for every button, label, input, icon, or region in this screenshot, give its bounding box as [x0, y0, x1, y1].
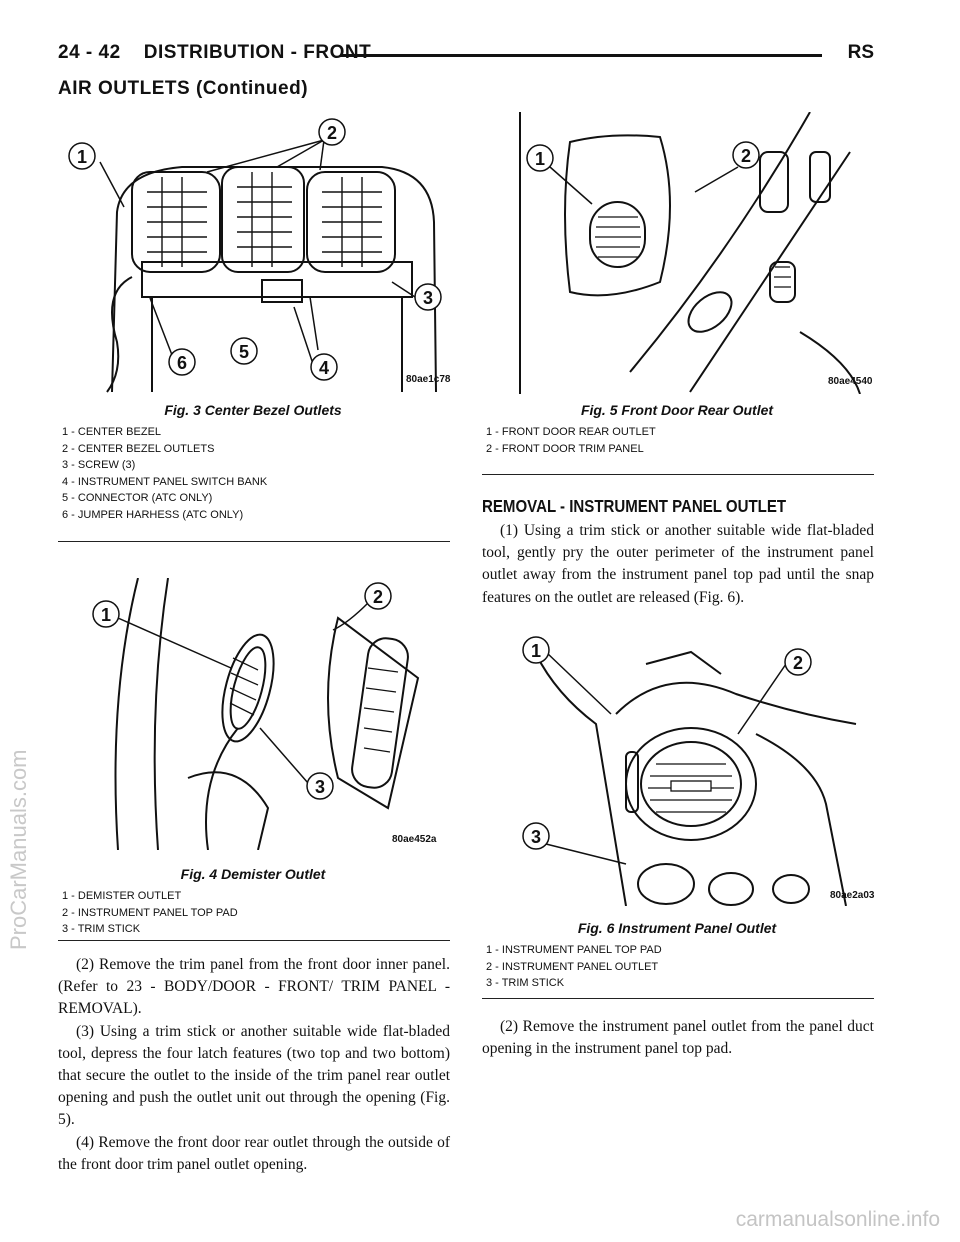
- fig3-callout-2: 2: [326, 123, 338, 143]
- side-watermark: ProCarManuals.com: [6, 749, 31, 950]
- removal-step-1: [482, 520, 874, 609]
- fig4-callout-1: 1: [100, 605, 112, 625]
- legend-item: 3 - SCREW (3): [62, 459, 136, 471]
- legend-item: 2 - FRONT DOOR TRIM PANEL: [486, 442, 644, 455]
- legend-item: 2 - CENTER BEZEL OUTLETS: [62, 442, 215, 455]
- fig6-legend: [486, 942, 874, 992]
- legend-item: 5 - CONNECTOR (ATC ONLY): [62, 492, 213, 504]
- fig3-legend: [62, 424, 448, 523]
- fig6-caption: Fig. 6 Instrument Panel Outlet: [577, 920, 777, 936]
- fig6-rule: [482, 998, 874, 999]
- removal-step-1-text: (1) Using a trim stick or another suitable wide flat-bladed tool, gently pry the outer perimeter of the instrument panel outlet away from the instrument panel top pad until the snap features on the outlet are released (Fig. 6).: [482, 522, 874, 606]
- figure-3: [62, 112, 451, 394]
- removal-heading: REMOVAL - INSTRUMENT PANEL OUTLET: [482, 496, 787, 516]
- left-column-text: [58, 954, 450, 1176]
- removal-step-2: [482, 1016, 874, 1060]
- figure-4: [88, 578, 448, 850]
- fig3-rule: [58, 541, 450, 542]
- section-title: 24 - 42 DISTRIBUTION - FRONT: [58, 42, 372, 63]
- legend-item: 1 - CENTER BEZEL: [62, 426, 162, 438]
- fig3-caption: Fig. 3 Center Bezel Outlets: [164, 402, 342, 418]
- step-3-text: (3) Using a trim stick or another suitable wide flat-bladed tool, depress the four latch features (two top and two bottom) that secure the outlet to the inside of the trim panel rear outlet opening and push the outlet unit out through the opening (Fig. 5).: [58, 1022, 450, 1129]
- fig6-code: 80ae2a03: [830, 890, 875, 901]
- fig3-callout-3: 3: [422, 288, 434, 308]
- continued-heading: AIR OUTLETS (Continued): [58, 78, 309, 99]
- legend-item: 1 - DEMISTER OUTLET: [62, 890, 182, 902]
- fig5-callout-2: 2: [740, 146, 752, 166]
- fig4-rule: [58, 940, 450, 941]
- fig4-legend: [62, 888, 448, 938]
- page-header: [58, 42, 874, 76]
- section-code: RS: [847, 42, 874, 63]
- legend-item: 6 - JUMPER HARHESS (ATC ONLY): [62, 508, 244, 521]
- fig3-callout-4: 4: [318, 358, 330, 378]
- header-rule: [340, 54, 822, 57]
- fig3-code: 80ae1c78: [406, 374, 451, 385]
- front-door-outlet-illustration: [510, 112, 874, 394]
- step-2-text: (2) Remove the trim panel from the front door inner panel. (Refer to 23 - BODY/DOOR - FRONT/ TRIM PANEL - REMOVAL).: [58, 956, 450, 1018]
- legend-item: 2 - INSTRUMENT PANEL OUTLET: [486, 960, 659, 973]
- center-bezel-illustration: [62, 112, 448, 394]
- fig5-caption: Fig. 5 Front Door Rear Outlet: [580, 402, 774, 418]
- legend-item: 1 - INSTRUMENT PANEL TOP PAD: [486, 944, 662, 956]
- fig3-callout-1: 1: [76, 147, 88, 167]
- step-4-text: (4) Remove the front door rear outlet through the outside of the front door trim panel outlet opening.: [58, 1133, 450, 1173]
- fig4-callout-3: 3: [314, 777, 326, 797]
- fig5-legend: [486, 424, 874, 457]
- fig5-rule: [482, 474, 874, 475]
- fig5-code: 80ae4540: [828, 376, 873, 387]
- fig6-callout-1: 1: [530, 641, 542, 661]
- fig3-callout-5: 5: [238, 342, 250, 362]
- legend-item: 1 - FRONT DOOR REAR OUTLET: [486, 426, 656, 438]
- fig3-callout-6: 6: [176, 353, 188, 373]
- legend-item: 3 - TRIM STICK: [486, 977, 565, 989]
- legend-item: 4 - INSTRUMENT PANEL SWITCH BANK: [62, 475, 268, 488]
- legend-item: 3 - TRIM STICK: [62, 923, 141, 935]
- fig4-callout-2: 2: [372, 587, 384, 607]
- legend-item: 2 - INSTRUMENT PANEL TOP PAD: [62, 906, 238, 919]
- footer-watermark: carmanualsonline.info: [735, 1208, 940, 1231]
- figure-6: [516, 634, 874, 906]
- fig4-code: 80ae452a: [392, 834, 437, 845]
- removal-step-2-text: (2) Remove the instrument panel outlet from the panel duct opening in the instrument panel top pad.: [482, 1018, 874, 1058]
- fig4-caption: Fig. 4 Demister Outlet: [180, 866, 326, 882]
- figure-5: [510, 112, 874, 394]
- instrument-panel-outlet-illustration: [516, 634, 874, 906]
- fig6-callout-3: 3: [530, 827, 542, 847]
- fig6-callout-2: 2: [792, 653, 804, 673]
- fig5-callout-1: 1: [534, 149, 546, 169]
- demister-outlet-illustration: [88, 578, 448, 850]
